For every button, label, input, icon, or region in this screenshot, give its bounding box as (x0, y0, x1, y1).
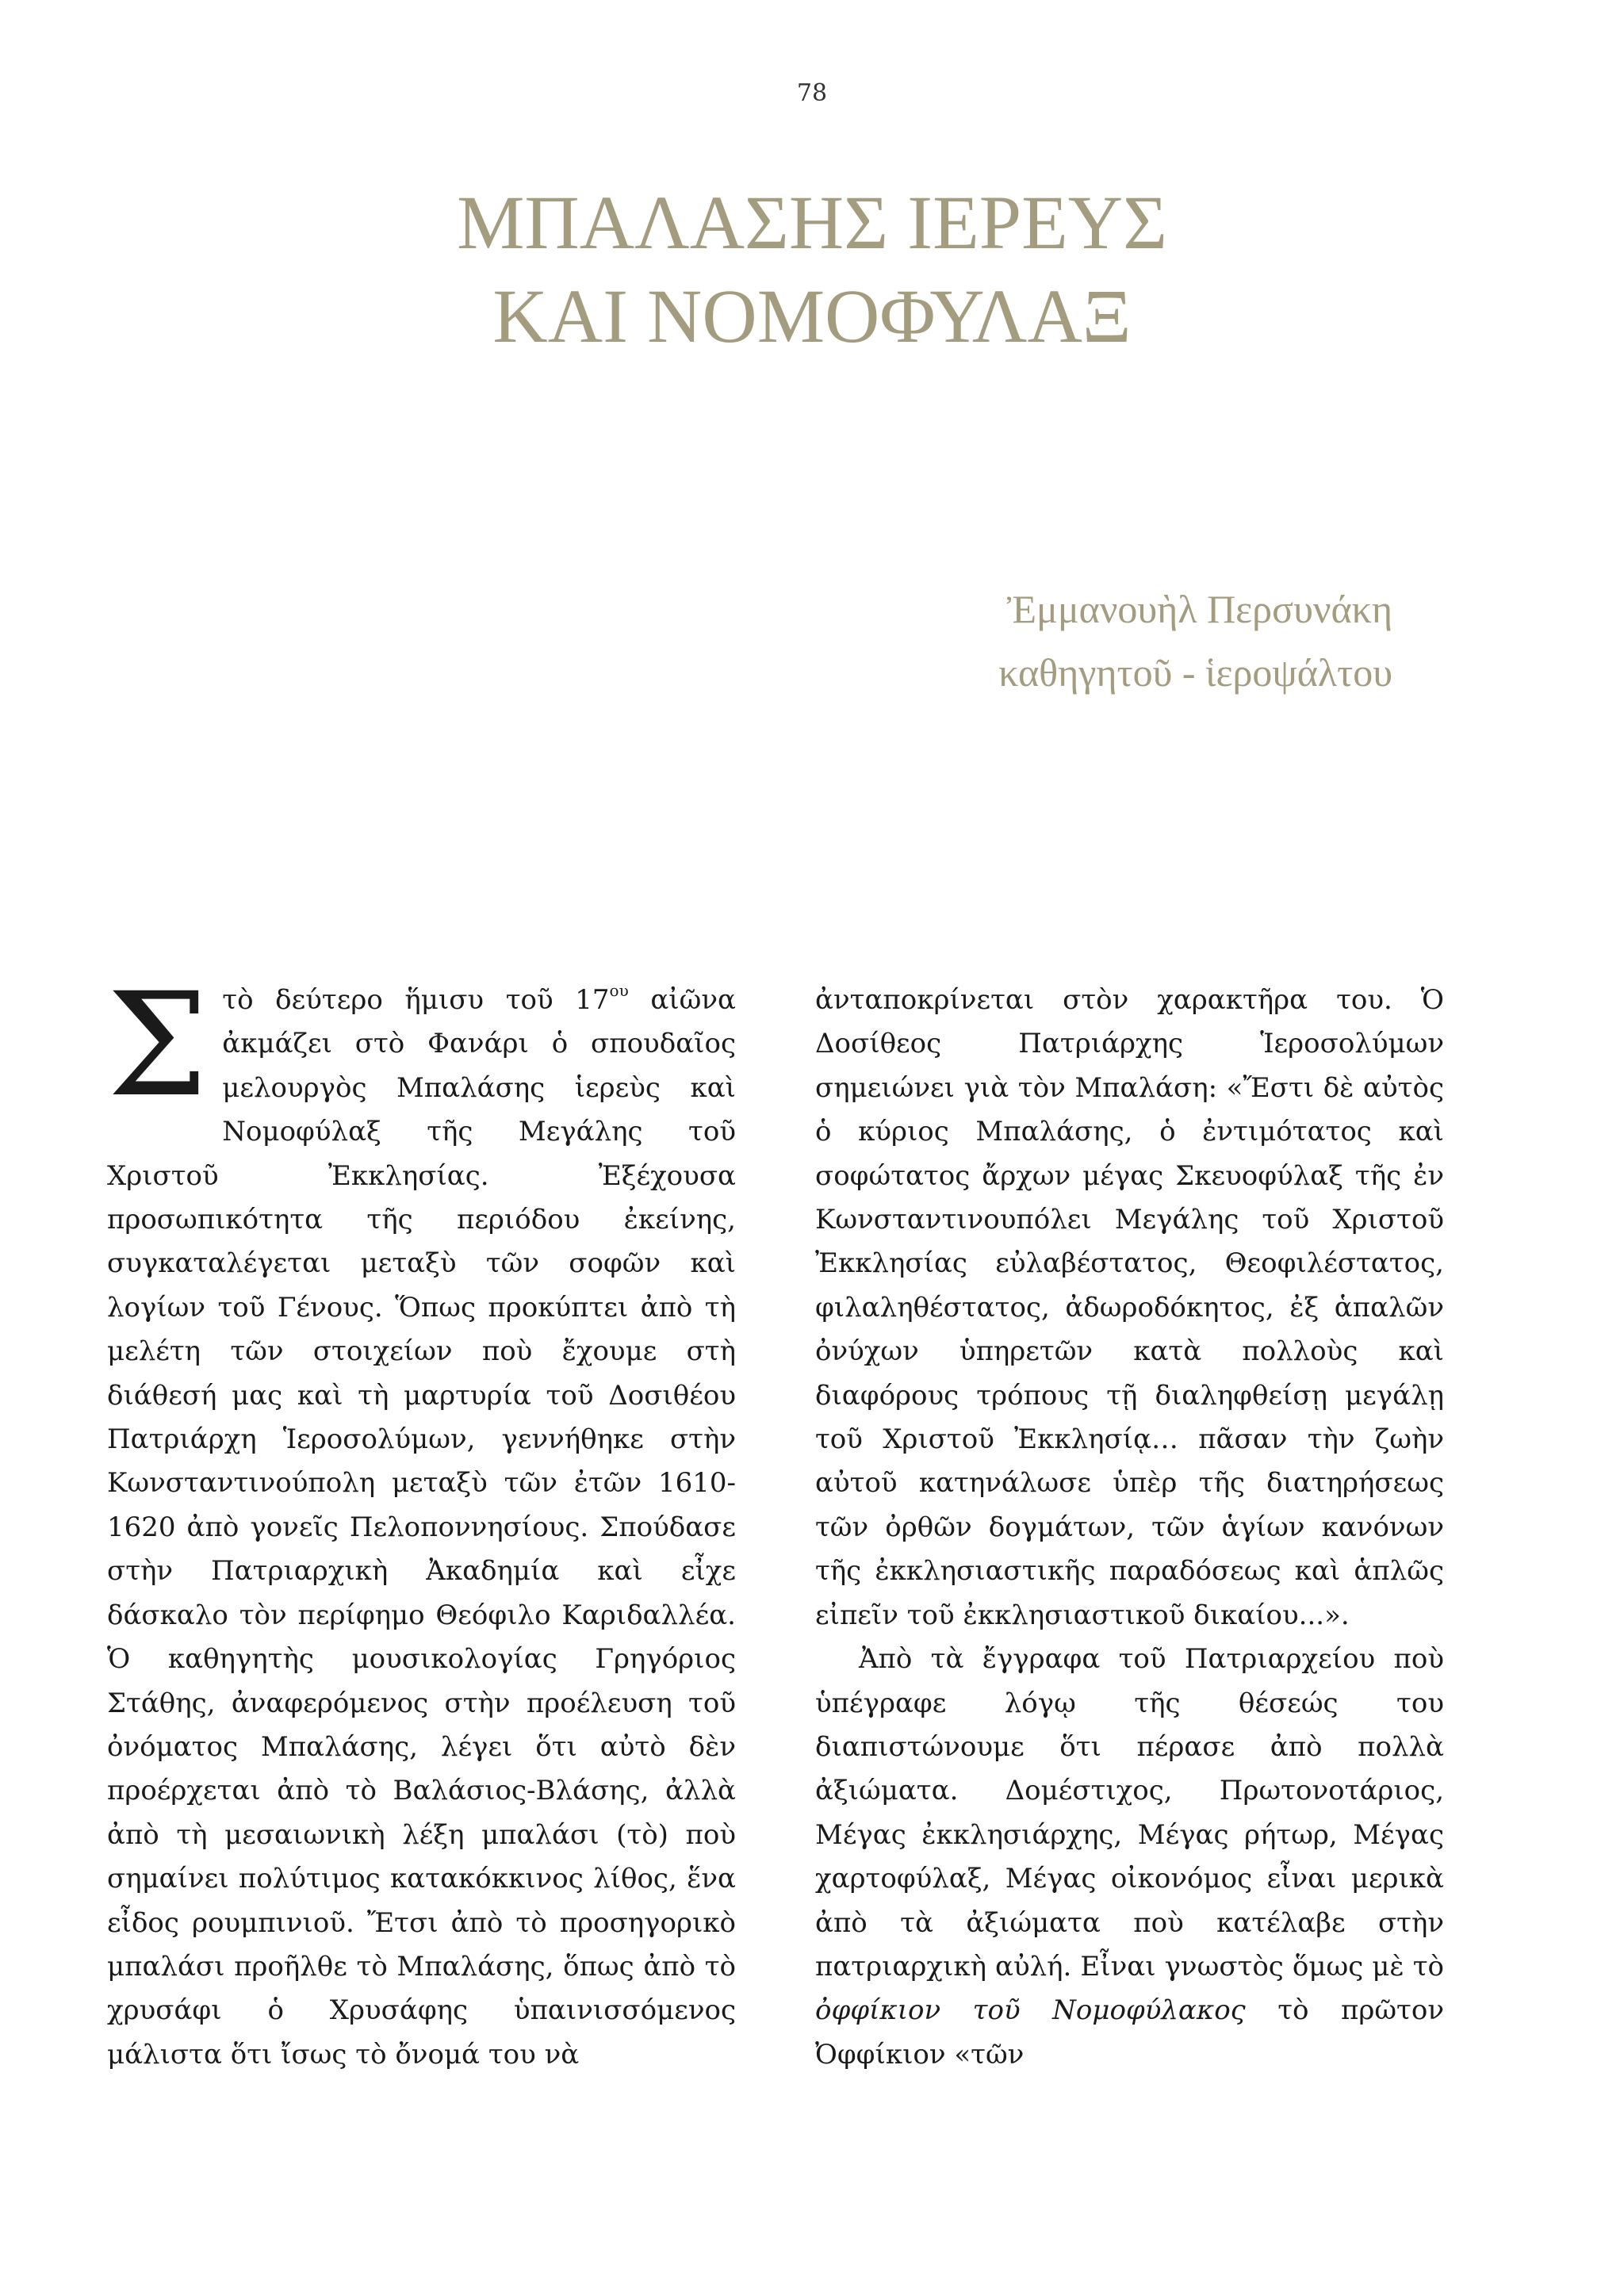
para2-text-b: τὸ πρῶτον Ὀφφίκιον «τῶν (815, 1994, 1445, 2071)
left-column (107, 963, 736, 2077)
right-paragraph-1: ἀνταποκρίνεται στὸν χαρακτῆρα του. Ὁ Δοσίθεος Πατριάρχης Ἱεροσολύμων σημειώνει γιὰ τὸν Μπαλάση: «Ἔστι δὲ αὐτὸς ὁ κύριος Μπαλάσης, ὁ ἐντιμότατος καὶ σοφώτατος ἄρχων μέγας Σκευοφύλαξ τῆς ἐν Κωνσταντινουπόλει Μεγάλης τοῦ Χριστοῦ Ἐκκλησίας εὐλαβέστατος, Θεοφιλέστατος, φιλαληθέστατος, ἀδωροδόκητος, ἐξ ἁπαλῶν ὀνύχων ὑπηρετῶν κατὰ πολλοὺς καὶ διαφόρους τρόπους τῇ διαληφθείσῃ μεγάλῃ τοῦ Χριστοῦ Ἐκκλησίᾳ… πᾶσαν τὴν ζωὴν αὐτοῦ κατηνάλωσε ὑπὲρ τῆς διατηρήσεως τῶν ὀρθῶν δογμάτων, τῶν ἁγίων κανόνων τῆς ἐκκλησιαστικῆς παραδόσεως καὶ ἁπλῶς εἰπεῖν τοῦ ἐκκλησιαστικοῦ δικαίου...». (815, 984, 1444, 1631)
para2-text-a: Ἀπὸ τὰ ἔγγραφα τοῦ Πατριαρχείου ποὺ ὑπέγραφε λόγῳ τῆς θέσεώς του διαπιστώνουμε ὅτι πέρασε ἀπὸ πολλὰ ἀξιώματα. Δομέστιχος, Πρωτονοτάριος, Μέγας ἐκκλησιάρχης, Μέγας ρήτωρ, Μέγας χαρτοφύλαξ, Μέγας οἰκονόμος εἶναι μερικὰ ἀπὸ τὰ ἀξιώματα ποὺ κατέλαβε στὴν πατριαρχικὴ αὐλή. Εἶναι γνωστὸς ὅμως μὲ τὸ (815, 1643, 1444, 1983)
left-paragraph (107, 963, 736, 2077)
superscript-ordinal: ου (609, 981, 629, 1000)
intro-text-b: αἰῶνα ἀκμάζει στὸ Φανάρι ὁ σπουδαῖος μελουργὸς Μπαλάσης ἱερεὺς καὶ Νομοφύλαξ τῆς Μεγάλης τοῦ Χριστοῦ Ἐκκλησίας. Ἐξέχουσα προσωπικότητα τῆς περιόδου ἐκείνης, συγκαταλέγεται μεταξὺ τῶν σοφῶν καὶ λογίων τοῦ Γένους. Ὅπως προκύπτει ἀπὸ τὴ μελέτη τῶν στοιχείων ποὺ ἔχουμε στὴ διάθεσή μας καὶ τὴ μαρτυρία τοῦ Δοσιθέου Πατριάρχη Ἱεροσολύμων, γεννήθηκε στὴν Κωνσταντινούπολη μεταξὺ τῶν ἐτῶν 1610-1620 ἀπὸ γονεῖς Πελοποννησίους. Σπούδασε στὴν Πατριαρχικὴ Ἀκαδημία καὶ εἶχε δάσκαλο τὸν περίφημο Θεόφιλο Καριδαλλέα. Ὁ καθηγητὴς μουσικολογίας Γρηγόριος Στάθης, ἀναφερόμενος στὴν προέλευση τοῦ ὀνόματος Μπαλάσης, λέγει ὅτι αὐτὸ δὲν προέρχεται ἀπὸ τὸ Βαλάσιος-Βλάσης, ἀλλὰ ἀπὸ τὴ μεσαιωνικὴ λέξη μπαλάσι (τὸ) ποὺ σημαίνει πολύτιμος κατακόκκινος λίθος, ἕνα εἶδος ρουμπινιοῦ. Ἔτσι ἀπὸ τὸ προσηγορικὸ μπαλάσι προῆλθε τὸ Μπαλάσης, ὅπως ἀπὸ τὸ χρυσάφι ὁ Χρυσάφης ὑπαινισσόμενος μάλιστα ὅτι ἴσως τὸ ὄνομά του νὰ (107, 984, 736, 2071)
right-paragraph-2 (815, 1638, 1444, 2077)
byline-role: καθηγητοῦ - ἱεροψάλτου (998, 650, 1392, 695)
drop-cap: Σ (107, 963, 209, 1128)
intro-text-a: τὸ δεύτερο ἥμισυ τοῦ 17 (222, 984, 610, 1016)
byline-author: Ἐμμανουὴλ Περσυνάκη (1006, 587, 1392, 631)
page-number: 78 (796, 79, 828, 107)
right-column (815, 979, 1444, 2077)
title-line-1: ΜΠΑΛΑΣΗΣ ΙΕΡΕΥΣ (457, 180, 1167, 265)
title-line-2: ΚΑΙ ΝΟΜΟΦΥΛΑΞ (492, 274, 1132, 358)
byline (998, 577, 1392, 704)
page-title (0, 176, 1624, 363)
para2-emphasis: ὀφφίκιον τοῦ Νομοφύλακος (815, 1994, 1246, 2027)
